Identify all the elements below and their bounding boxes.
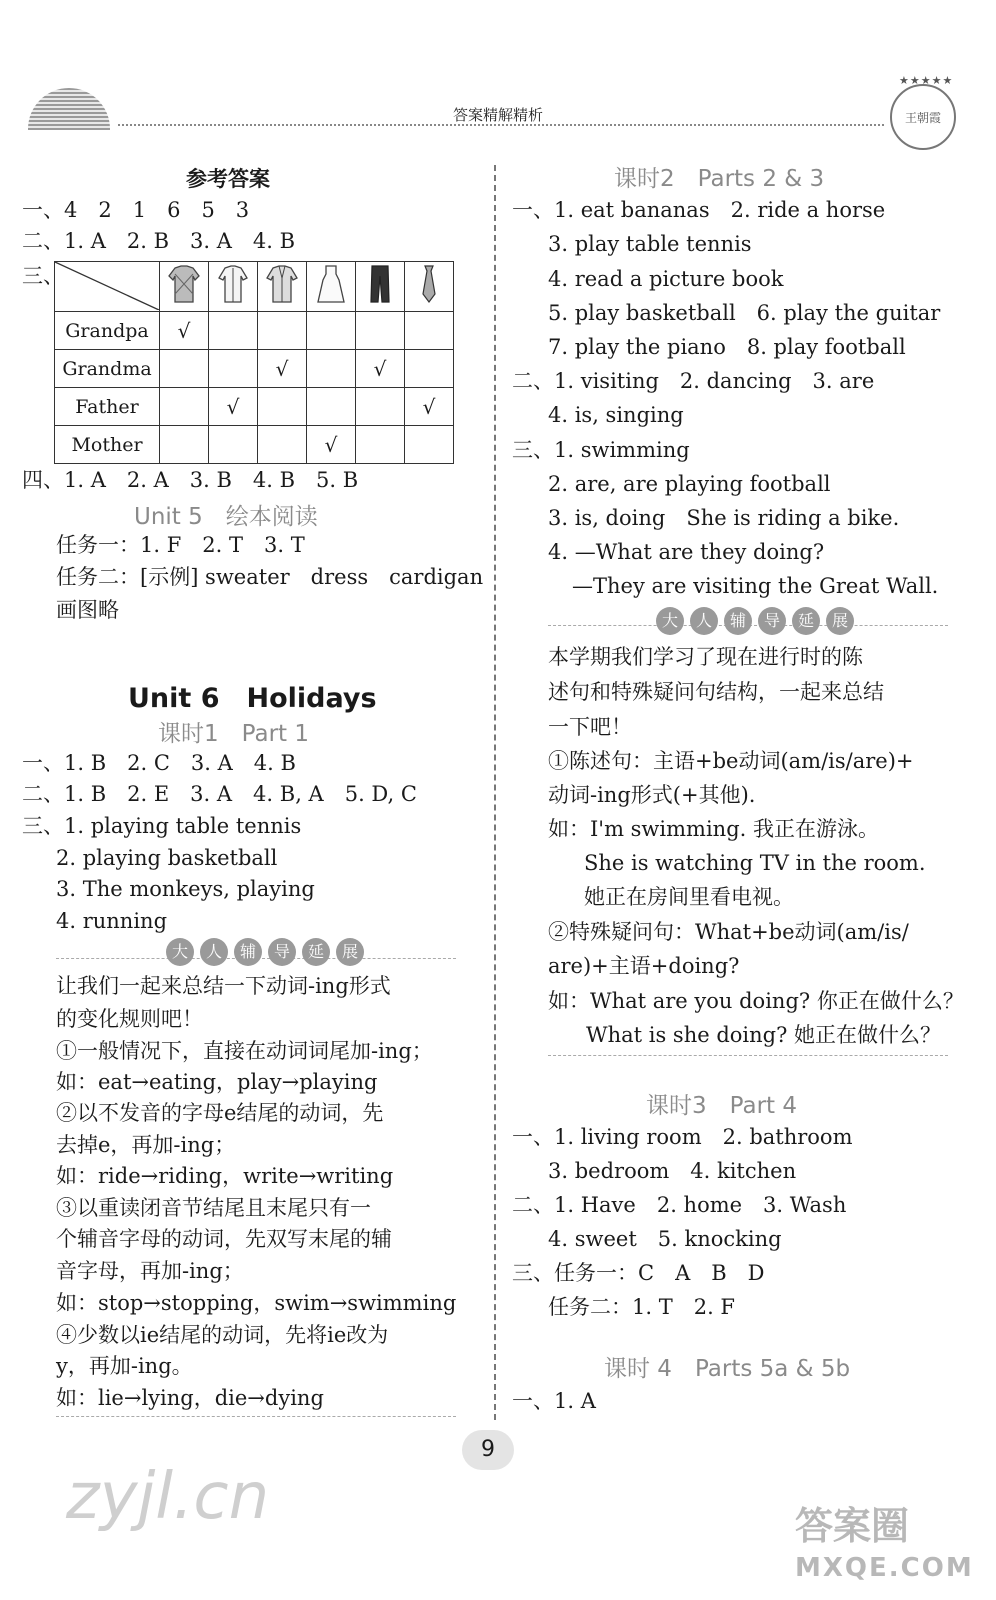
answer-line: 4. is, singing	[548, 403, 684, 427]
header-title: 答案精解精析	[452, 106, 543, 124]
unit-title: Unit 6 Holidays	[128, 683, 377, 714]
extension-line: 如：eat→eating，play→playing	[56, 1070, 378, 1094]
cardigan-icon	[258, 262, 307, 312]
check-cell	[307, 388, 356, 426]
banner-char: 辅	[724, 607, 752, 635]
extension-line: 她正在房间里看电视。	[584, 885, 794, 909]
check-cell	[356, 388, 405, 426]
extension-bottom-line	[548, 1055, 948, 1056]
table-row	[55, 312, 454, 350]
extension-line: 音字母，再加-ing；	[56, 1259, 244, 1283]
answer-line: 一、1. A	[512, 1389, 596, 1413]
watermark-logo	[795, 1505, 974, 1589]
check-cell	[209, 312, 258, 350]
check-cell	[356, 312, 405, 350]
table-row	[55, 350, 454, 388]
table-row	[55, 388, 454, 426]
answer-line: 4. read a picture book	[548, 267, 784, 291]
answer-line: 四、1. A 2. A 3. B 4. B 5. B	[22, 468, 359, 492]
extension-line: She is watching TV in the room.	[584, 851, 926, 875]
extension-line: 如：I'm swimming. 我正在游泳。	[548, 817, 879, 841]
table-row	[55, 426, 454, 464]
answer-line: 任务一：1. F 2. T 3. T	[56, 533, 305, 557]
section-title: Unit 5 绘本阅读	[134, 504, 318, 530]
extension-line: ③以重读闭音节结尾且末尾只有一	[56, 1196, 371, 1220]
watermark-logo-url: MXQE.COM	[795, 1553, 974, 1583]
extension-banner	[656, 606, 854, 636]
extension-line: 让我们一起来总结一下动词-ing形式	[56, 974, 391, 998]
answer-line: 3. The monkeys, playing	[56, 877, 315, 901]
trousers-icon	[356, 262, 405, 312]
check-cell	[258, 426, 307, 464]
check-cell	[307, 350, 356, 388]
check-cell	[209, 426, 258, 464]
answer-line: 7. play the piano 8. play football	[548, 335, 906, 359]
answer-line: 4. running	[56, 909, 168, 933]
check-cell	[307, 312, 356, 350]
answer-line: 二、1. A 2. B 3. A 4. B	[22, 229, 296, 253]
extension-line: ①陈述句：主语+be动词(am/is/are)+	[548, 749, 914, 773]
answer-line: 2. are, are playing football	[548, 472, 831, 496]
check-cell: √	[307, 426, 356, 464]
row-name: Grandma	[55, 350, 160, 388]
check-cell: √	[160, 312, 209, 350]
banner-char: 人	[690, 607, 718, 635]
answer-line: 三、1. playing table tennis	[22, 814, 302, 838]
answer-line: 画图略	[56, 598, 119, 622]
section-title: 课时 4 Parts 5a & 5b	[604, 1356, 851, 1382]
tie-icon	[405, 262, 454, 312]
check-cell	[258, 312, 307, 350]
answer-line: 一、4 2 1 6 5 3	[22, 198, 250, 222]
extension-line: 去掉e，再加-ing；	[56, 1133, 236, 1157]
reference-answer-title: 参考答案	[186, 166, 270, 191]
answer-line: 4. sweet 5. knocking	[548, 1227, 782, 1251]
row-name: Grandpa	[55, 312, 160, 350]
extension-line: What is she doing? 她正在做什么？	[586, 1023, 942, 1047]
extension-line: ②以不发音的字母e结尾的动词，先	[56, 1101, 384, 1125]
shirt-icon	[209, 262, 258, 312]
page-header	[0, 0, 996, 140]
table-corner-cell	[55, 262, 160, 312]
answer-line: 任务二：[示例] sweater dress cardigan	[56, 565, 484, 589]
banner-char: 展	[336, 938, 364, 966]
check-cell	[405, 350, 454, 388]
extension-line: 动词-ing形式(+其他).	[548, 783, 756, 807]
check-cell: √	[258, 350, 307, 388]
header-divider	[118, 124, 884, 126]
extension-line: ④少数以ie结尾的动词，先将ie改为	[56, 1323, 389, 1347]
check-cell	[405, 312, 454, 350]
extension-line: 的变化规则吧！	[56, 1007, 203, 1031]
check-cell	[209, 350, 258, 388]
check-cell	[258, 388, 307, 426]
brand-seal: 王朝霞	[890, 84, 956, 150]
extension-line: 如：What are you doing? 你正在做什么？	[548, 989, 964, 1013]
answer-line: 4. —What are they doing?	[548, 540, 825, 564]
answer-line: 三、任务一：C A B D	[512, 1261, 765, 1285]
answer-line: 3. is, doing She is riding a bike.	[548, 506, 900, 530]
extension-bottom-line	[56, 1416, 456, 1417]
section-title: 课时2 Parts 2 & 3	[614, 166, 825, 192]
check-cell	[405, 426, 454, 464]
stars-icon: ★★★★★	[899, 74, 954, 87]
banner-char: 人	[200, 938, 228, 966]
answer-line: 一、1. living room 2. bathroom	[512, 1125, 853, 1149]
extension-line: 一下吧！	[548, 715, 632, 739]
extension-line: ②特殊疑问句：What+be动词(am/is/	[548, 920, 909, 944]
check-cell	[160, 426, 209, 464]
check-cell: √	[209, 388, 258, 426]
extension-line: y，再加-ing。	[56, 1354, 193, 1378]
banner-char: 大	[166, 938, 194, 966]
answer-line: 二、1. B 2. E 3. A 4. B, A 5. D, C	[22, 782, 417, 806]
diagonal-line	[55, 262, 159, 310]
sweater-icon	[160, 262, 209, 312]
extension-line: 如：stop→stopping，swim→swimming	[56, 1291, 457, 1315]
banner-char: 延	[792, 607, 820, 635]
column-divider	[494, 165, 496, 1420]
clothes-table	[54, 261, 454, 464]
answer-line: 三、	[22, 264, 64, 288]
answer-line: 二、1. Have 2. home 3. Wash	[512, 1193, 847, 1217]
page-number: 9	[462, 1430, 514, 1470]
answer-line: 3. play table tennis	[548, 232, 752, 256]
row-name: Mother	[55, 426, 160, 464]
banner-char: 延	[302, 938, 330, 966]
extension-banner	[166, 937, 364, 967]
check-cell	[356, 426, 405, 464]
banner-char: 导	[758, 607, 786, 635]
answer-line: 一、1. B 2. C 3. A 4. B	[22, 751, 296, 775]
extension-line: ①一般情况下，直接在动词词尾加-ing；	[56, 1039, 433, 1063]
answer-line: —They are visiting the Great Wall.	[572, 574, 939, 598]
extension-line: 如：lie→lying，die→dying	[56, 1386, 324, 1410]
extension-line: 述句和特殊疑问句结构，一起来总结	[548, 680, 884, 704]
banner-char: 辅	[234, 938, 262, 966]
section-title: 课时3 Part 4	[646, 1093, 797, 1119]
extension-line: 个辅音字母的动词，先双写末尾的辅	[56, 1227, 392, 1251]
extension-line: are)+主语+doing?	[548, 954, 740, 978]
answer-line: 3. bedroom 4. kitchen	[548, 1159, 797, 1183]
watermark-logo-title: 答案圈	[795, 1504, 910, 1548]
watermark: zyjl.cn	[66, 1460, 270, 1534]
section-title: 课时1 Part 1	[158, 721, 309, 747]
banner-char: 导	[268, 938, 296, 966]
check-cell	[160, 388, 209, 426]
banner-char: 展	[826, 607, 854, 635]
check-cell	[160, 350, 209, 388]
answer-line: 一、1. eat bananas 2. ride a horse	[512, 198, 886, 222]
extension-line: 本学期我们学习了现在进行时的陈	[548, 645, 863, 669]
check-cell: √	[356, 350, 405, 388]
answer-line: 任务二：1. T 2. F	[548, 1295, 736, 1319]
answer-line: 5. play basketball 6. play the guitar	[548, 301, 941, 325]
banner-char: 大	[656, 607, 684, 635]
dress-icon	[307, 262, 356, 312]
check-cell: √	[405, 388, 454, 426]
answer-line: 2. playing basketball	[56, 846, 278, 870]
row-name: Father	[55, 388, 160, 426]
extension-line: 如：ride→riding，write→writing	[56, 1164, 394, 1188]
answer-line: 二、1. visiting 2. dancing 3. are	[512, 369, 875, 393]
answer-line: 三、1. swimming	[512, 438, 690, 462]
